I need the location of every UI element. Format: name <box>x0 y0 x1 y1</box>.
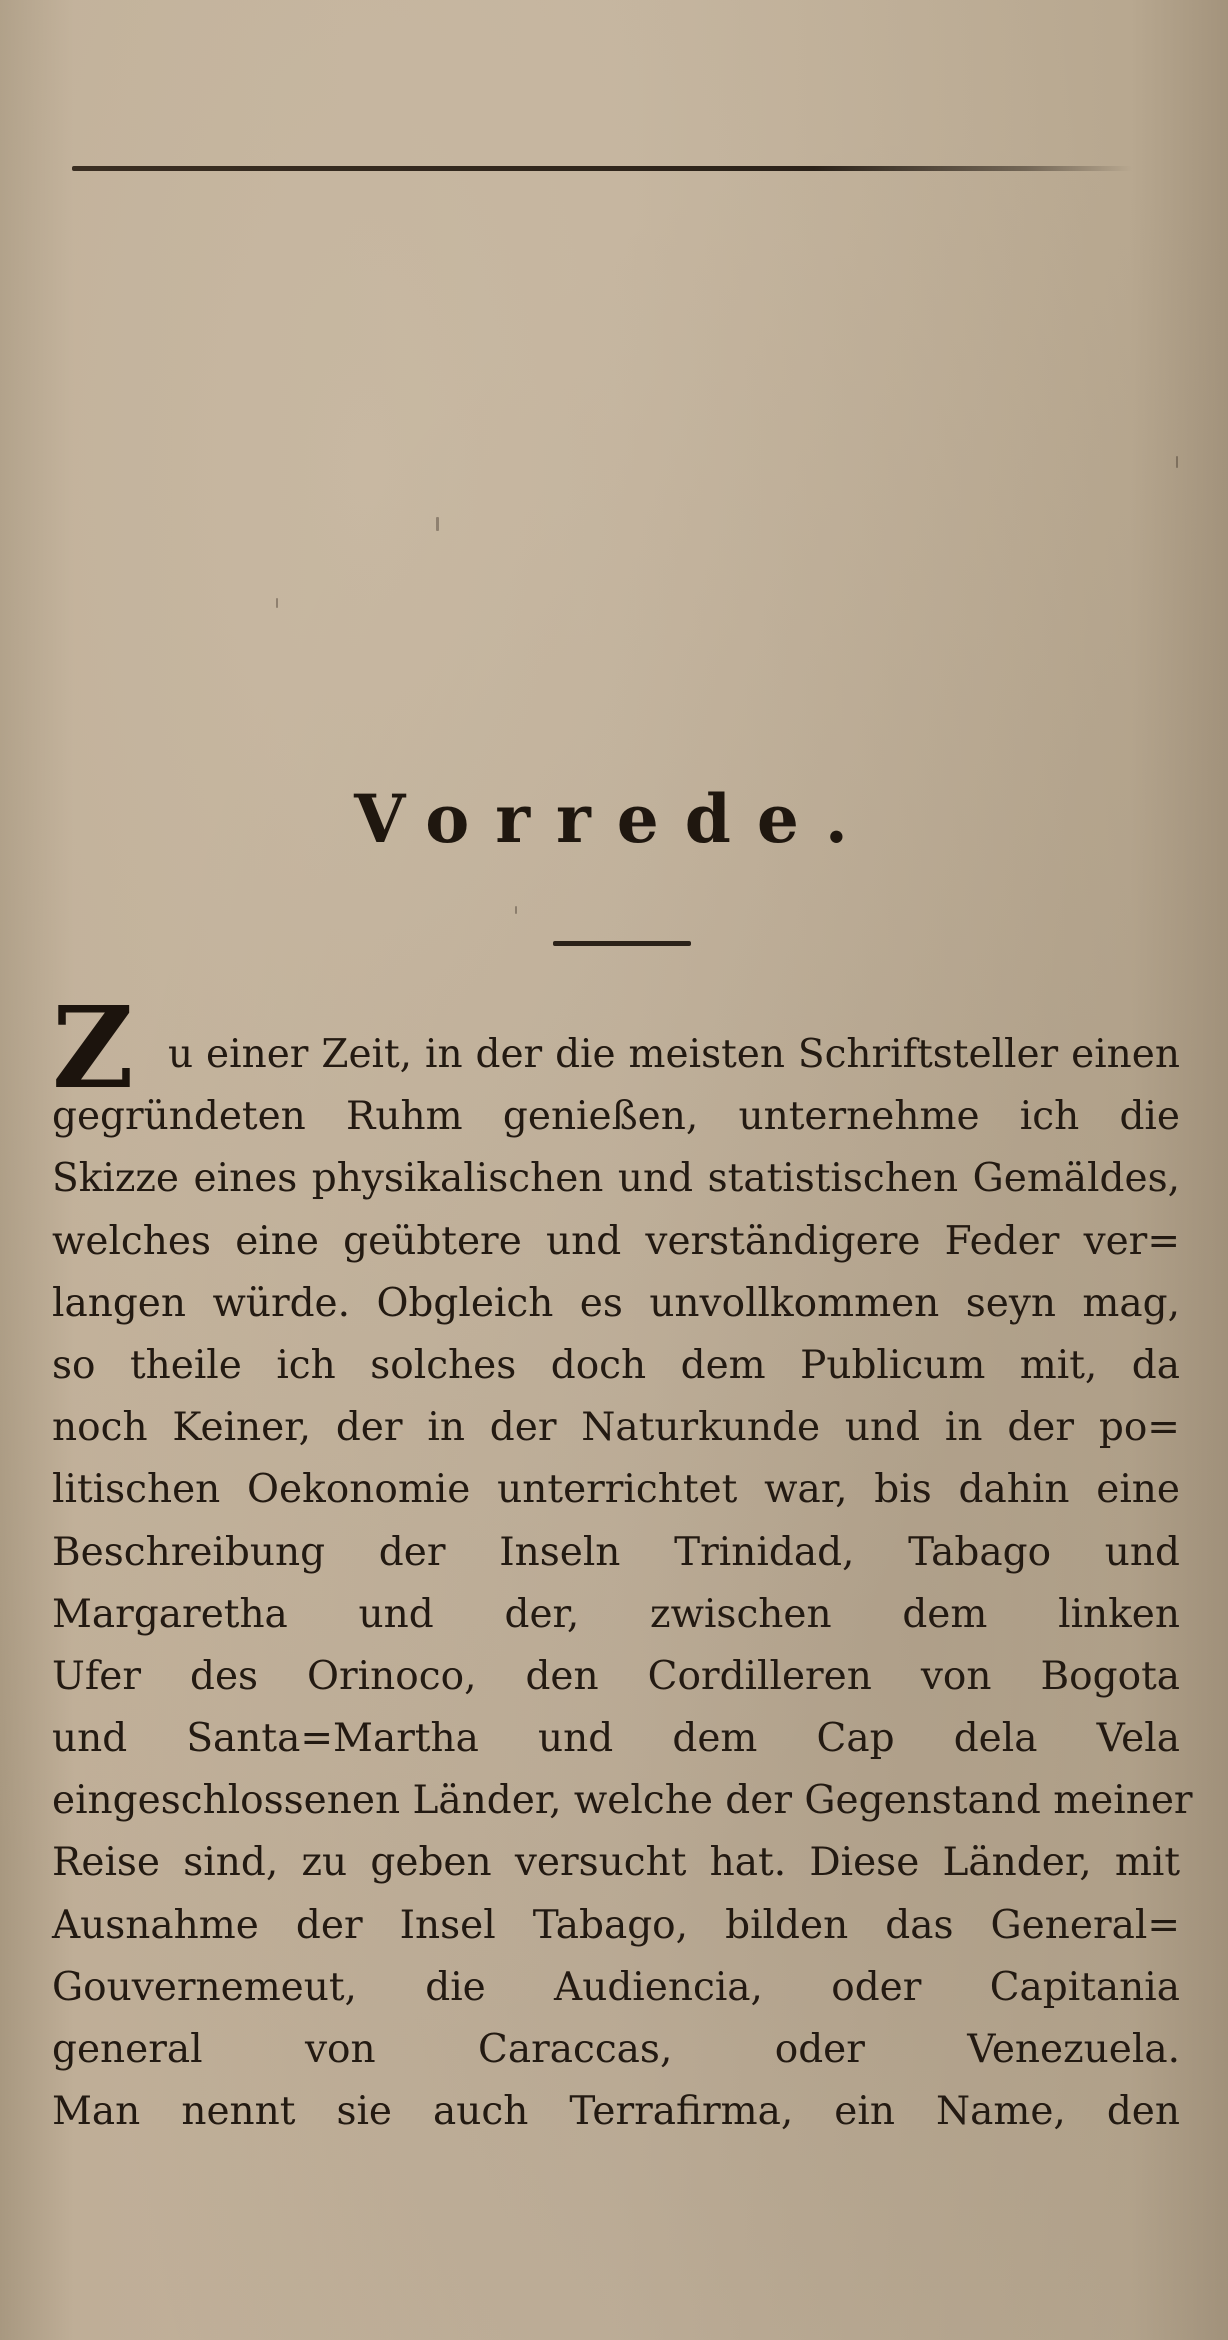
drop-cap: Z <box>52 983 134 1114</box>
text-line: noch Keiner, der in der Naturkunde und in der po= <box>52 1405 1180 1451</box>
title-rule <box>553 941 691 946</box>
top-rule <box>72 166 1132 171</box>
paper-speck <box>515 906 517 914</box>
text-line: Reise sind, zu geben versucht hat. Diese Länder, mit <box>52 1840 1180 1886</box>
text-line: Skizze eines physikalischen und statistischen Gemäldes, <box>52 1156 1180 1202</box>
text-line: eingeschlossenen Länder, welche der Gegenstand meiner <box>52 1778 1193 1824</box>
body-text <box>52 1024 1193 2143</box>
text-line: general von Caraccas, oder Venezuela. <box>52 2027 1180 2072</box>
text-line: u einer Zeit, in der die meisten Schriftsteller einen <box>168 1032 1180 1077</box>
text-line: Gouvernemeut, die Audiencia, oder Capitania <box>52 1964 1180 2010</box>
paper-speck <box>436 517 439 531</box>
text-line: Beschreibung der Inseln Trinidad, Tabago und <box>52 1529 1180 1575</box>
text-line: Margaretha und der, zwischen dem linken <box>52 1591 1180 1637</box>
text-line: langen würde. Obgleich es unvollkommen seyn mag, <box>52 1280 1180 1326</box>
paper-speck <box>1176 456 1178 468</box>
page-title: Vorrede. <box>354 780 874 858</box>
text-line: gegründeten Ruhm genießen, unternehme ich die <box>52 1094 1180 1140</box>
text-line: litischen Oekonomie unterrichtet war, bis dahin eine <box>52 1467 1180 1513</box>
paper-speck <box>276 598 278 608</box>
text-line: Ufer des Orinoco, den Cordilleren von Bogota <box>52 1653 1180 1699</box>
text-line: welches eine geübtere und verständigere Feder ver= <box>52 1218 1180 1264</box>
text-line: und Santa=Martha und dem Cap dela Vela <box>52 1716 1180 1762</box>
text-line: Ausnahme der Insel Tabago, bilden das General= <box>52 1902 1180 1948</box>
text-line: Man nennt sie auch Terrafirma, ein Name, den <box>52 2089 1180 2135</box>
text-line: so theile ich solches doch dem Publicum mit, da <box>52 1342 1180 1388</box>
